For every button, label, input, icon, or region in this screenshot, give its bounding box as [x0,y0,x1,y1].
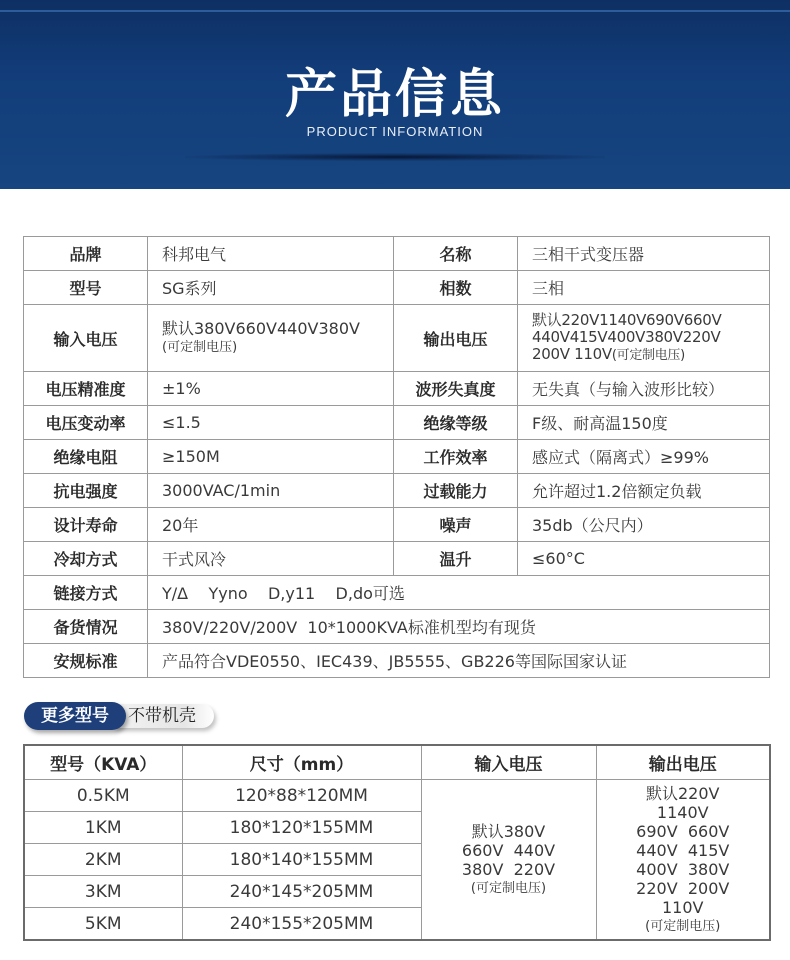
spec-value-waveform-distortion: 无失真（与输入波形比较） [518,372,770,406]
spec-value-phase: 三相 [518,271,770,305]
input-voltage-line: 660V 440V [461,840,556,860]
spec-value-voltage-precision: ±1% [148,372,394,406]
table-row [24,237,770,271]
spec-key-efficiency: 工作效率 [394,440,518,474]
input-voltage-note: (可定制电压) [470,880,547,896]
spec-value-cooling: 干式风冷 [148,542,394,576]
spec-key-input-voltage: 输入电压 [24,305,148,372]
spec-value-model: SG系列 [148,271,394,305]
input-voltage-line: 默认380V [471,821,546,841]
spec-key-stock: 备货情况 [24,610,148,644]
spec-key-cooling: 冷却方式 [24,542,148,576]
spec-value-brand: 科邦电气 [148,237,394,271]
table-row [24,474,770,508]
model-cell: 2KM [24,844,182,876]
output-voltage-line-1: 默认220V1140V690V660V [532,311,722,329]
spec-key-insulation-resistance: 绝缘电阻 [24,440,148,474]
output-voltage-note: (可定制电压) [611,348,685,363]
table-row [24,576,770,610]
spec-value-output-voltage [518,305,770,372]
spec-value-temp-rise: ≤60°C [518,542,770,576]
spec-value-stock: 380V/220V/200V 10*1000KVA标准机型均有现货 [148,610,770,644]
input-voltage-note: (可定制电压) [162,340,238,355]
spec-value-design-life: 20年 [148,508,394,542]
spec-key-model: 型号 [24,271,148,305]
spec-value-name: 三相干式变压器 [518,237,770,271]
page-subtitle: PRODUCT INFORMATION [306,124,484,139]
size-cell: 180*140*155MM [182,844,421,876]
spec-key-safety: 安规标准 [24,644,148,678]
page-title: 产品信息 [284,65,505,125]
header-model: 型号（KVA） [24,745,182,780]
header-banner [0,0,790,189]
spec-value-overload: 允许超过1.2倍额定负载 [518,474,770,508]
output-voltage-line: 440V 415V [636,840,730,860]
spec-key-connection: 链接方式 [24,576,148,610]
spec-value-insulation-resistance: ≥150M [148,440,394,474]
spec-key-voltage-change-rate: 电压变动率 [24,406,148,440]
spec-key-temp-rise: 温升 [394,542,518,576]
spec-key-dielectric-strength: 抗电强度 [24,474,148,508]
spec-key-brand: 品牌 [24,237,148,271]
model-cell: 3KM [24,876,182,908]
spec-value-safety: 产品符合VDE0550、IEC439、JB5555、GB226等国际国家认证 [148,644,770,678]
header-size: 尺寸（mm） [182,745,421,780]
spec-value-efficiency: 感应式（隔离式）≥99% [518,440,770,474]
spec-table [23,236,770,678]
table-row [24,271,770,305]
more-models-tag: 更多型号 [24,702,126,730]
output-voltage-cell [596,780,770,941]
table-row [24,440,770,474]
input-voltage-line: 380V 220V [461,859,556,879]
input-voltage-line: 默认380V660V440V380V [162,319,360,338]
models-table [23,744,771,941]
size-cell: 240*145*205MM [182,876,421,908]
spec-key-name: 名称 [394,237,518,271]
output-voltage-values: 200V 110V [532,345,612,363]
spec-value-insulation-class: F级、耐高温150度 [518,406,770,440]
table-row [24,372,770,406]
spec-value-voltage-change-rate: ≤1.5 [148,406,394,440]
banner-top-line [0,10,790,12]
spec-key-phase: 相数 [394,271,518,305]
spec-value-input-voltage [148,305,394,372]
spec-key-overload: 过载能力 [394,474,518,508]
banner-divider [185,153,605,161]
size-cell: 240*155*205MM [182,908,421,941]
spec-value-dielectric-strength: 3000VAC/1min [148,474,394,508]
output-voltage-note: (可定制电压) [645,918,721,934]
header-output-voltage: 输出电压 [596,745,770,780]
spec-key-voltage-precision: 电压精准度 [24,372,148,406]
table-row [24,780,770,812]
spec-key-design-life: 设计寿命 [24,508,148,542]
spec-value-noise: 35db（公尺内） [518,508,770,542]
output-voltage-line: 220V 200V [636,878,730,898]
model-cell: 1KM [24,812,182,844]
spec-key-insulation-class: 绝缘等级 [394,406,518,440]
output-voltage-line: 690V 660V [636,821,730,841]
table-row [24,610,770,644]
size-cell: 180*120*155MM [182,812,421,844]
table-row [24,644,770,678]
spec-value-connection: Y/Δ Yyno D,y11 D,do可选 [148,576,770,610]
spec-key-output-voltage: 输出电压 [394,305,518,372]
output-voltage-line: 1140V [656,802,709,822]
table-row [24,305,770,372]
spec-key-noise: 噪声 [394,508,518,542]
table-row [24,508,770,542]
no-housing-label: 不带机壳 [114,704,214,728]
table-row [24,542,770,576]
output-voltage-line: 400V 380V [636,859,730,879]
output-voltage-line: 110V [662,897,704,917]
output-voltage-line-2: 440V415V400V380V220V [532,328,721,346]
table-header-row [24,745,770,780]
header-input-voltage: 输入电压 [421,745,596,780]
output-voltage-line: 默认220V [646,783,720,803]
table-row [24,406,770,440]
size-cell: 120*88*120MM [182,780,421,812]
model-cell: 0.5KM [24,780,182,812]
model-cell: 5KM [24,908,182,941]
output-voltage-line-3 [532,346,769,364]
input-voltage-cell [421,780,596,941]
spec-key-waveform-distortion: 波形失真度 [394,372,518,406]
